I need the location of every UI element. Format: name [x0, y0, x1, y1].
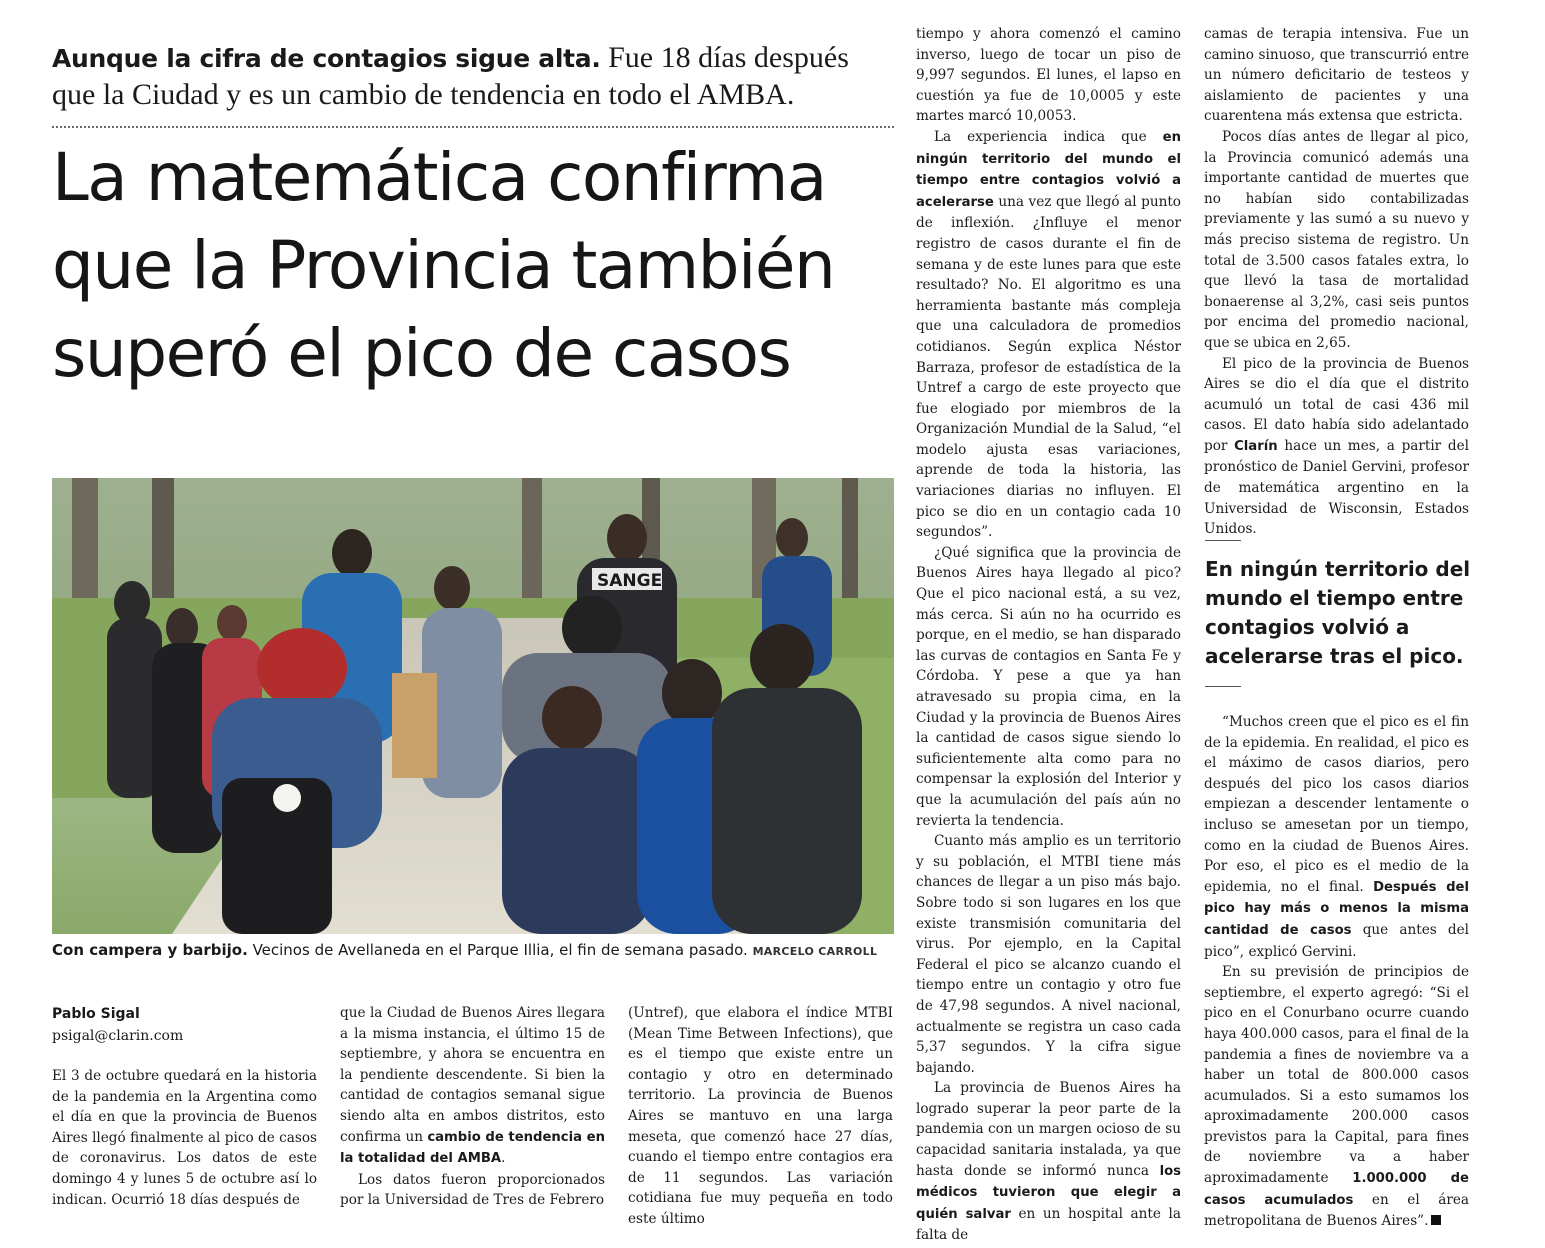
- pull-quote: En ningún territorio del mundo el tiempo entre contagios volvió a acelerarse tras el pico.: [1205, 557, 1471, 668]
- paragraph: ¿Qué significa que la provincia de Buenos Aires haya llegado al pico? Que el pico nacional está, a su vez, más cerca. Si aún no ha ocurrido es porque, en el medio, se han disparado las curvas de contagios en Santa Fe y Córdoba. Y pese a que ya han atravesado su propia cima, en la Ciudad y la provincia de Buenos Aires la cantidad de casos sigue siendo lo suficientemente alta como para no compensar la explosión del Interior y que la acumulación del país aún no revierta la tendencia.: [916, 544, 1181, 829]
- article-column-4: [916, 24, 1181, 1246]
- photo-credit: MARCELO CARROLL: [752, 945, 878, 958]
- article-column-5-bottom: [1204, 712, 1469, 1232]
- emphasis: en ningún territorio del mundo el tiempo entre contagios volvió a acelerarse: [916, 129, 1181, 210]
- emphasis: Después del pico hay más o menos la misma cantidad de casos: [1204, 879, 1470, 938]
- paragraph: El 3 de octubre quedará en la historia de la pandemia en la Argentina como el día en que la provincia de Buenos Aires llegó finalmente al pico de casos de coronavirus. Los datos de este domingo 4 y lunes 5 de octubre así lo indican. Ocurrió 18 días después de: [52, 1068, 317, 1208]
- news-photo: [52, 478, 894, 934]
- paragraph: (Untref), que elabora el índice MTBI (Mean Time Between Infections), que es el tiempo que existe entre un contagio y otro en determinado territorio. La provincia de Buenos Aires se mantuvo en una larga meseta, que comenzó hace 27 días, cuando el tiempo entre contagios era de 11 segundos. Las variación cotidiana fue muy pequeña en todo este último: [628, 1005, 893, 1227]
- emphasis: 1.000.000 de casos acumulados: [1204, 1171, 1469, 1208]
- emphasis: cambio de tendencia en la totalidad del AMBA: [340, 1129, 605, 1167]
- author-email: psigal@clarin.com: [52, 1028, 184, 1044]
- kicker: [52, 40, 882, 113]
- paragraph: Pocos días antes de llegar al pico, la Provincia comunicó además una importante cantidad de muertes que no habían sido contabilizadas previamente y las sumó a su nuevo y más preciso sistema de registro. Un total de 3.500 casos fatales extra, lo que llevó la tasa de mortalidad bonaerense al 3,2%, casi seis puntos por encima del promedio nacional, que se ubica en 2,65.: [1204, 128, 1469, 351]
- pullquote-rule-bottom: [1205, 686, 1241, 687]
- emphasis: Clarín: [1234, 438, 1278, 454]
- paragraph: En su previsión de principios de septiembre, el experto agregó: “Si el pico en el Conurbano ocurre cuando haya 400.000 casos, para el final de la pandemia a fines de noviembre va a haber un total de 800.000 casos acumulados. Si a esto sumamos los aproximadamente 200.000 casos previstos para la Capital, para fines de noviembre va a haber aproximadamente 1.000.000 de casos acumulados en el área metropolitana de Buenos Aires”.: [1204, 964, 1469, 1230]
- dotted-divider: [52, 126, 894, 128]
- paragraph: El pico de la provincia de Buenos Aires se dio el día que el distrito acumuló un total de casi 436 mil casos. El dato había sido adelantado por Clarín hace un mes, a partir del pronóstico de Daniel Gervini, profesor de matemática argentino en la Universidad de Wisconsin, Estados Unidos.: [1204, 355, 1469, 538]
- article-column-1: [52, 1066, 317, 1210]
- byline: [52, 1003, 322, 1047]
- article-column-5-top: [1204, 24, 1469, 540]
- author-name: Pablo Sigal: [52, 1006, 140, 1022]
- article-column-3: [628, 1003, 893, 1230]
- paragraph: La experiencia indica que en ningún territorio del mundo el tiempo entre contagios volvió a acelerarse una vez que llegó al punto de inflexión. ¿Influye el menor registro de casos durante el fin de semana y de este lunes para que este resultado? No. El algoritmo es una herramienta bastante más compleja que una calculadora de promedios cotidianos. Según explica Néstor Barraza, profesor de estadística de la Untref a cargo de este proyecto que fue elogiado por miembros de la Organización Mundial de la Salud, “el modelo ajusta esas variaciones, aprende de toda la historia, las variaciones diarias no influyen. El pico se dio en un contagio cada 10 segundos”.: [916, 128, 1181, 541]
- headline: La matemática confirma que la Provincia también superó el pico de casos: [52, 139, 835, 392]
- paragraph: La provincia de Buenos Aires ha logrado superar la peor parte de la pandemia con un margen ocioso de su capacidad sanitaria instalada, ya que hasta donde se informó nunca los médicos tuvieron que elegir a quién salvar en un hospital ante la falta de: [916, 1080, 1181, 1244]
- caption-lead: Con campera y barbijo.: [52, 941, 248, 959]
- kicker-lead: Aunque la cifra de contagios sigue alta.: [52, 44, 601, 73]
- photo-caption: [52, 940, 894, 962]
- pullquote-rule-top: [1205, 540, 1241, 541]
- end-mark-icon: [1431, 1215, 1441, 1225]
- emphasis: los médicos tuvieron que elegir a quién salvar: [916, 1163, 1181, 1222]
- paragraph: Cuanto más amplio es un territorio y su población, el MTBI tiene más chances de llegar a un piso más bajo. Sobre todo si son lugares en los que existe transmisión comunitaria del virus. Por ejemplo, en la Capital Federal el pico se alcanzo cuando el tiempo entre un contagio y otro fue de 47,98 segundos. A nivel nacional, actualmente se registra un caso cada 5,37 segundos. Y la cifra sigue bajando.: [916, 833, 1181, 1076]
- shirt-text: SANGE: [597, 571, 663, 591]
- paragraph: camas de terapia intensiva. Fue un camino sinuoso, que transcurrió entre un número deficitario de testeos y aislamiento de pacientes y una cuarentena más extensa que estricta.: [1204, 26, 1469, 125]
- paragraph: tiempo y ahora comenzó el camino inverso, luego de tocar un piso de 9,997 segundos. El lunes, el lapso en cuestión ya fue de 10,0005 y este martes marcó 10,0053.: [916, 26, 1181, 125]
- caption-text: Vecinos de Avellaneda en el Parque Illia, el fin de semana pasado.: [247, 941, 748, 959]
- paragraph: que la Ciudad de Buenos Aires llegara a la misma instancia, el último 15 de septiembre, y ahora se encuentra en la pendiente descendente. Si bien la cantidad de contagios semanal sigue siendo alta en ambos distritos, esto confirma un cambio de tendencia en la totalidad del AMBA.: [340, 1005, 605, 1167]
- paragraph: “Muchos creen que el pico es el fin de la epidemia. En realidad, el pico es el máximo de casos diarios, pero después del pico los casos diarios empiezan a descender lentamente o incluso se amesetan por un tiempo, como en la ciudad de Buenos Aires. Por eso, el pico es el medio de la epidemia, no el final. Después del pico hay más o menos la misma cantidad de casos que antes del pico”, explicó Gervini.: [1204, 714, 1470, 960]
- article-column-2: [340, 1003, 605, 1211]
- kicker-text: Fue 18 días después que la Ciudad y es un cambio de tendencia en todo el AMBA.: [52, 41, 849, 111]
- paragraph: Los datos fueron proporcionados por la Universidad de Tres de Febrero: [340, 1171, 605, 1209]
